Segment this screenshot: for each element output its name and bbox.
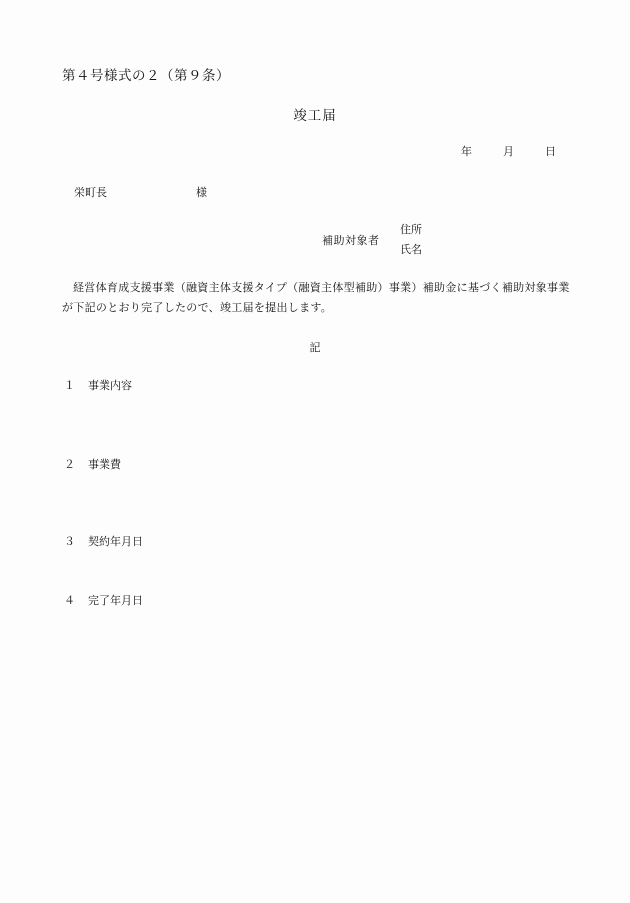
ki-heading: 記: [309, 341, 321, 354]
date-year-label: 年: [461, 145, 472, 158]
addressee-name: 栄町長: [74, 186, 107, 199]
applicant-address-label: 住所: [400, 223, 422, 236]
item-contract-date: [64, 533, 143, 549]
item-completion-date: [64, 592, 143, 608]
item-number: １: [64, 379, 75, 392]
date-line: [461, 143, 556, 159]
item-label: 契約年月日: [88, 535, 143, 548]
date-day-label: 日: [545, 145, 556, 158]
item-label: 完了年月日: [88, 594, 143, 607]
body-paragraph: 経営体育成支援事業（融資主体支援タイプ（融資主体型補助）事業）補助金に基づく補助対象事業が下記のとおり完了したので、竣工届を提出します。: [62, 281, 570, 314]
form-number: 第４号様式の２（第９条）: [62, 68, 230, 84]
item-number: ３: [64, 535, 75, 548]
addressee-honorific: 様: [196, 186, 207, 199]
applicant-label: 補助対象者: [322, 234, 380, 247]
item-number: ２: [64, 458, 75, 471]
item-label: 事業内容: [88, 379, 132, 392]
item-label: 事業費: [88, 458, 121, 471]
item-number: ４: [64, 594, 75, 607]
date-month-label: 月: [503, 145, 514, 158]
applicant-name-label: 氏名: [400, 243, 422, 256]
document-title: 竣工届: [293, 108, 337, 124]
item-business-cost: [64, 456, 121, 472]
item-business-content: [64, 377, 132, 393]
